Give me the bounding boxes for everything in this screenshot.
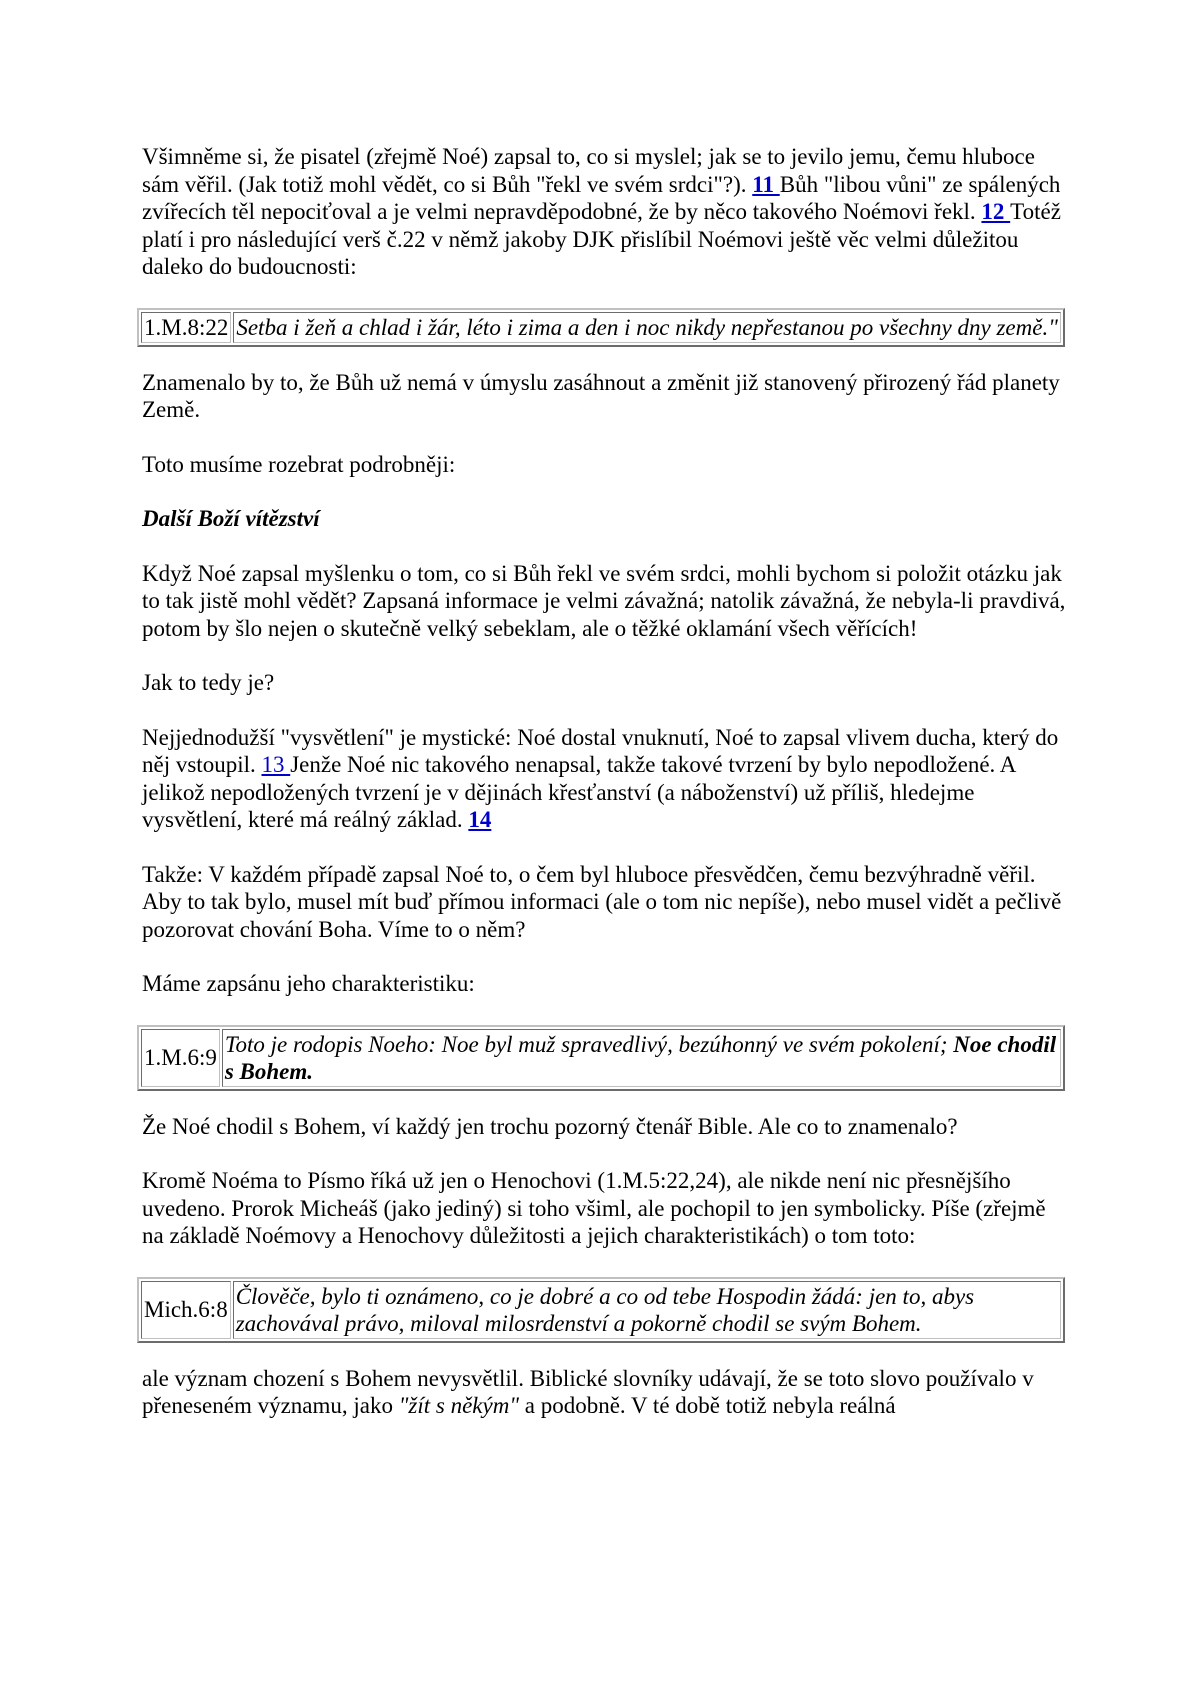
paragraph-text: ale význam chození s Bohem nevysvětlil. Biblické slovníky udávají, že se toto slovo používalo v přeneseném významu, jako [142,1365,1034,1418]
quote-row [141,1281,1061,1339]
footnote-link-11[interactable]: 11 [752,171,780,197]
bible-quote-table-2 [137,1025,1065,1091]
quote-row [141,1029,1061,1087]
verse-text-part: Toto je rodopis Noeho: Noe byl muž spravedlivý, bezúhonný ve svém pokolení; [224,1031,954,1057]
paragraph-text: Bůh "libou vůni" ze spálených zvířecích těl nepociťoval a je velmi nepravděpodobné, že by něco takového Noémovi řekl. [142,171,1061,224]
paragraph-2: Znamenalo by to, že Bůh už nemá v úmyslu zasáhnout a změnit již stanovený přirozený řád planety Země. [142,369,1060,422]
verse-text-emphasis: Noe chodil s Bohem. [224,1031,1057,1084]
footnote-link-12[interactable]: 12 [981,199,1011,224]
footnote-link-13[interactable]: 13 [261,752,291,777]
bible-quote-table-3 [137,1277,1065,1343]
bible-quote-table-1 [137,308,1065,347]
verse-reference: 1.M.6:9 [141,1029,220,1087]
verse-text: Člověče, bylo ti oznámeno, co je dobré a co od tebe Hospodin žádá: jen to, abys zachovával právo, miloval milosrdenství a pokorně chodil se svým Bohem. [233,1281,1061,1339]
paragraph-text: Všimněme si, že pisatel (zřejmě Noé) zapsal to, co si myslel; jak se to jevilo jemu, čemu hluboce sám věřil. (Jak totiž mohl vědět, co si Bůh "řekl ve svém srdci"?). [142,144,1035,197]
paragraph-text-italic: "žít s někým" [398,1393,519,1418]
paragraph-text: Nejjednodužší "vysvětlení" je mystické: Noé dostal vnuknutí, Noé to zapsal vlivem ducha, který do něj vstoupil. [142,724,1059,777]
paragraph-4: Když Noé zapsal myšlenku o tom, co si Bůh řekl ve svém srdci, mohli bychom si položit otázku jak to tak jistě mohl vědět? Zapsaná informace je velmi závažná; natolik závažná, že nebyla-li pravdivá, potom by šlo nejen o skutečně velký sebeklam, ale o těžké oklamání všech věřících! [142,560,1066,641]
verse-reference: Mich.6:8 [141,1281,231,1339]
verse-text [222,1029,1061,1087]
paragraph-11 [142,1365,1067,1420]
section-heading: Další Boží vítězství [142,506,320,531]
paragraph-text: Totéž platí i pro následující verš č.22 v němž jakoby DJK přislíbil Noémovi ještě věc velmi důležitou daleko do budoucnosti: [142,199,1061,279]
document-body [142,143,1067,1447]
paragraph-1 [142,143,1067,281]
paragraph-text: a podobně. V té době totiž nebyla reálná [518,1393,896,1418]
footnote-link-14[interactable]: 14 [468,807,492,832]
paragraph-9: Že Noé chodil s Bohem, ví každý jen trochu pozorný čtenář Bible. Ale co to znamenalo? [142,1113,958,1139]
paragraph-10: Kromě Noéma to Písmo říká už jen o Henochovi (1.M.5:22,24), ale nikde není nic přesnějšího uvedeno. Prorok Micheáš (jako jediný) si toho všiml, ale pochopil to jen symbolicky. Píše (zřejmě na základě Noémovy a Henochovy důležitosti a jejich charakteristikách) o tom toto: [142,1168,1046,1248]
paragraph-6 [142,724,1067,834]
paragraph-8: Máme zapsánu jeho charakteristiku: [142,971,475,996]
quote-row [141,312,1061,343]
paragraph-3: Toto musíme rozebrat podrobněji: [142,451,456,477]
verse-reference: 1.M.8:22 [141,312,231,343]
paragraph-7: Takže: V každém případě zapsal Noé to, o čem byl hluboce přesvědčen, čemu bezvýhradně věřil. Aby to tak bylo, musel mít buď přímou informaci (ale o tom nic nepíše), nebo musel vidět a pečlivě pozorovat chování Boha. Víme to o něm? [142,861,1062,942]
paragraph-text: Jenže Noé nic takového nenapsal, takže takové tvrzení by bylo nepodložené. A jelikož nepodložených tvrzení je v dějinách křesťanství (a náboženství) už příliš, hledejme vysvětlení, které má reálný základ. [142,752,1016,832]
verse-text: Setba i žeň a chlad i žár, léto i zima a den i noc nikdy nepřestanou po všechny dny země." [233,312,1061,343]
paragraph-5: Jak to tedy je? [142,670,275,695]
